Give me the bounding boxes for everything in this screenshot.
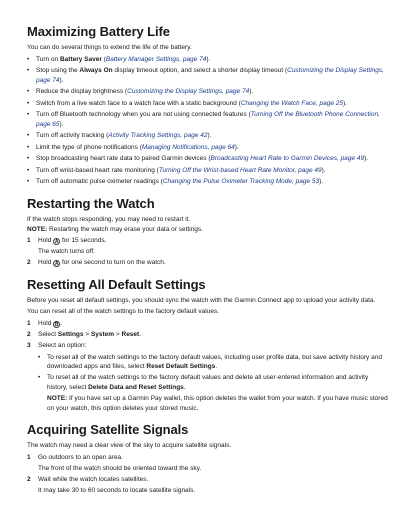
restart-steps (27, 236, 389, 267)
satellite-intro: The watch may need a clear view of the sky to acquire satellite signals. (27, 442, 232, 450)
list-item: • Turn off Bluetooth technology when you are not using connected features (Turning Off the Bluetooth Phone Connection, page 65). (27, 110, 389, 130)
battery-heading: Maximizing Battery Life (27, 24, 170, 39)
satellite-section (27, 422, 389, 495)
cross-reference-link[interactable]: Broadcasting Heart Rate to Garmin Devices, page 49 (210, 155, 365, 163)
list-item: 1 Hold B . (27, 320, 62, 329)
list-item: • Limit the type of phone notifications (Managing Notifications, page 64). (27, 143, 389, 153)
battery-tips-list (27, 55, 389, 187)
reset-intro-2: You can reset all of the watch settings to the factory default values. (27, 308, 219, 316)
b-button-icon: B (54, 322, 59, 329)
list-item: • Reduce the display brightness (Customizing the Display Settings, page 74). (27, 87, 389, 97)
list-item: • Turn on Battery Saver (Battery Manager Settings, page 74). (27, 55, 389, 65)
restart-heading: Restarting the Watch (27, 195, 155, 211)
step-result: The watch turns off. (38, 248, 95, 256)
cross-reference-link[interactable]: Managing Notifications, page 64 (141, 143, 235, 151)
cross-reference-link[interactable]: Changing the Pulse Oximeter Tracking Mode, page 53 (162, 177, 320, 185)
step-result: The front of the watch should be oriented toward the sky. (38, 465, 202, 473)
satellite-steps (27, 453, 389, 495)
cross-reference-link[interactable]: Turning Off the Bluetooth Phone Connection, page 65 (36, 111, 380, 128)
reset-steps (27, 319, 389, 413)
reset-heading: Resetting All Default Settings (27, 276, 206, 292)
reset-section (27, 277, 389, 414)
cross-reference-link[interactable]: Customizing the Display Settings, page 74 (127, 88, 250, 96)
a-button-icon: A (54, 260, 59, 267)
cross-reference-link[interactable]: Battery Manager Settings, page 74 (105, 55, 207, 63)
restart-note: NOTE: Restarting the watch may erase your data or settings. (27, 225, 203, 233)
list-item: • Turn off wrist-based heart rate monitoring (Turning Off the Wrist-based Heart Rate Monitor, page 49). (27, 166, 389, 176)
battery-intro: You can do several things to extend the life of the battery. (27, 44, 192, 51)
cross-reference-link[interactable]: Activity Tracking Settings, page 42 (108, 132, 208, 140)
list-item: 2 Wait while the watch locates satellites. It may take 30 to 60 seconds to locate satellite signals. (27, 475, 389, 496)
cross-reference-link[interactable]: Customizing the Display Settings, page 74 (36, 67, 384, 84)
manual-page (27, 24, 389, 496)
list-item: • To reset all of the watch settings to the factory default values and delete all user-entered information and activity history, select Delete Data and Reset Settings. NOTE: If you have set up a Garmin Pay wallet, this option deletes the wallet from your watch. If you have music stored on your watch, this option deletes your stored music. (38, 373, 389, 413)
restart-section (27, 196, 389, 268)
cross-reference-link[interactable]: Changing the Watch Face, page 25 (240, 99, 343, 107)
a-button-icon: A (54, 239, 59, 246)
reset-options (38, 353, 389, 414)
cross-reference-link[interactable]: Turning Off the Wrist-based Heart Rate Monitor, page 49 (158, 166, 322, 174)
list-item: • Switch from a live watch face to a watch face with a static background (Changing the Watch Face, page 25). (27, 99, 389, 109)
list-item: • Stop using the Always On display timeout option, and select a shorter display timeout (Customizing the Display Settings, page 74). (27, 66, 389, 86)
list-item: • Stop broadcasting heart rate data to paired Garmin devices (Broadcasting Heart Rate to Garmin Devices, page 49). (27, 154, 389, 164)
reset-note: NOTE: If you have set up a Garmin Pay wallet, this option deletes the wallet from your watch. If you have music stored on your watch, this option deletes your stored music. (47, 394, 388, 412)
list-item: 2 Hold A for one second to turn on the watch. (27, 258, 166, 267)
satellite-heading: Acquiring Satellite Signals (27, 422, 189, 438)
list-item: 2 Select Settings > System > Reset. (27, 331, 142, 339)
battery-section (27, 24, 389, 187)
list-item: • Turn off activity tracking (Activity Tracking Settings, page 42). (27, 131, 389, 141)
restart-intro: If the watch stops responding, you may need to restart it. (27, 215, 191, 223)
reset-intro: Before you reset all default settings, you should sync the watch with the Garmin Connect app to upload your activity data. (27, 296, 376, 304)
list-item: • To reset all of the watch settings to the factory default values, including user profile data, but save activity history and downloaded apps and files, select Reset Default Settings. (38, 353, 389, 373)
list-item: 1 Hold A for 15 seconds. The watch turns off. (27, 236, 389, 257)
list-item: 3 Select an option: • To reset all of the watch settings to the factory default values, including user profile data, but save activity history and downloaded apps and files, select Reset Default Settings. • To reset all of the watch settings to the factory default values and delete all user-entered information and activity history, select Delete Data and Reset Settings. NOTE: If you have set up a Garmin Pay wallet, this option deletes the wallet from your watch. If you have music stored on your watch, this option deletes your stored music. (27, 341, 389, 414)
list-item: 1 Go outdoors to an open area. The front of the watch should be oriented toward the sky. (27, 453, 389, 474)
list-item: • Turn off automatic pulse oximeter readings (Changing the Pulse Oximeter Tracking Mode, page 53). (27, 177, 389, 187)
step-result: It may take 30 to 60 seconds to locate satellite signals. (38, 486, 196, 494)
